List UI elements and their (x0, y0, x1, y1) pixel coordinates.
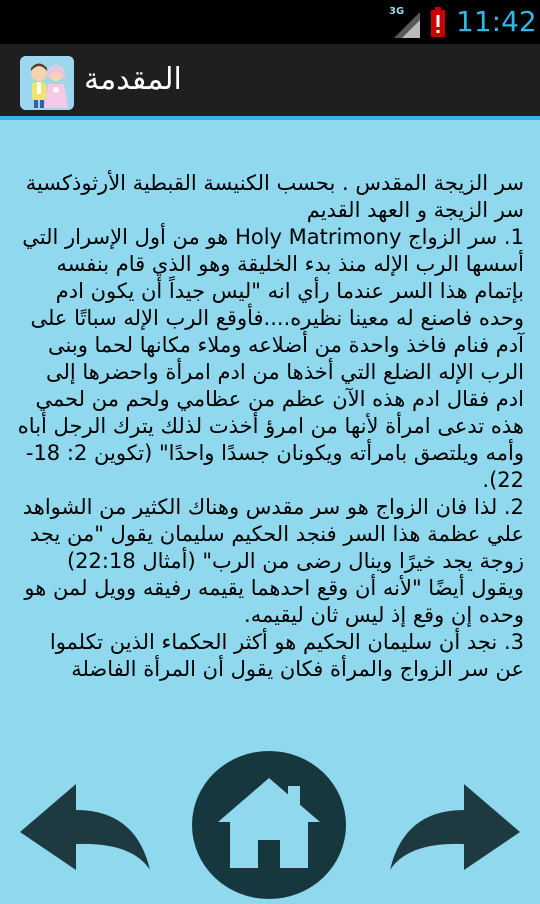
article-paragraph: 2. لذا فان الزواج هو سر مقدس وهناك الكثير من الشواهد علي عظمة هذا السر فنجد الحكيم سليمان يقول "من يجد زوجة يجد خيرًا وينال رضى من الرب" (أمثال 22:18) ويقول أيضًا "لأنه أن وقع احدهما يقيمه رفيقه وويل لمن هو وحده إن وقع إذ ليس ثان ليقيمه. (22, 495, 524, 627)
article-paragraph: 1. سر الزواج Holy Matrimony هو من أول الإسرار التي أسسها الرب الإله منذ بدء الخليقة وهو الذي قام بنفسه بإتمام هذا السر عندما رأي انه "ليس جيداً أن يكون ادم وحده فاصنع له معينا نظيره....فأوقع الرب الإله سباتًا على آدم فنام فاخذ واحدة من أضلاعه وملاء مكانها لحما وبنى الرب الإله الضلع التي أخذها من ادم امرأة واحضرها إلى ادم فقال ادم هذه الآن عظم من عظامي ولحم من لحمي هذه تدعى امرأة لأنها من امرؤ أخذت لذلك يترك الرجل أباه وأمه ويلتصق بامرأته ويكونان جسدًا واحدًا" (تكوين 2: 18-22). (17, 225, 524, 492)
status-bar (0, 0, 540, 44)
page-title: المقدمة (84, 62, 182, 97)
status-clock: 11:42 (456, 5, 537, 38)
article-paragraph: 3. نجد أن سليمان الحكيم هو أكثر الحكماء الذين تكلموا عن سر الزواج والمرأة فكان يقول أن المرأة الفاضلة (49, 630, 524, 681)
home-icon (190, 750, 348, 900)
back-arrow-icon (16, 762, 156, 882)
action-bar (0, 44, 540, 120)
network-type-label: 3G (389, 6, 405, 17)
battery-alert-icon (430, 7, 446, 37)
couple-icon[interactable] (20, 56, 74, 110)
article-paragraph: سر الزيجة المقدس . بحسب الكنيسة القبطية الأرثوذكسية (25, 171, 524, 195)
bottom-navigation (0, 750, 540, 900)
forward-arrow-icon (384, 762, 524, 882)
content-scroll-area[interactable] (0, 124, 540, 750)
back-button[interactable] (16, 762, 156, 882)
article-text (16, 170, 524, 683)
article-paragraph: سر الزيجة و العهد القديم (306, 198, 524, 222)
signal-bars-icon (392, 8, 420, 38)
forward-button[interactable] (384, 762, 524, 882)
home-button[interactable] (190, 750, 348, 900)
